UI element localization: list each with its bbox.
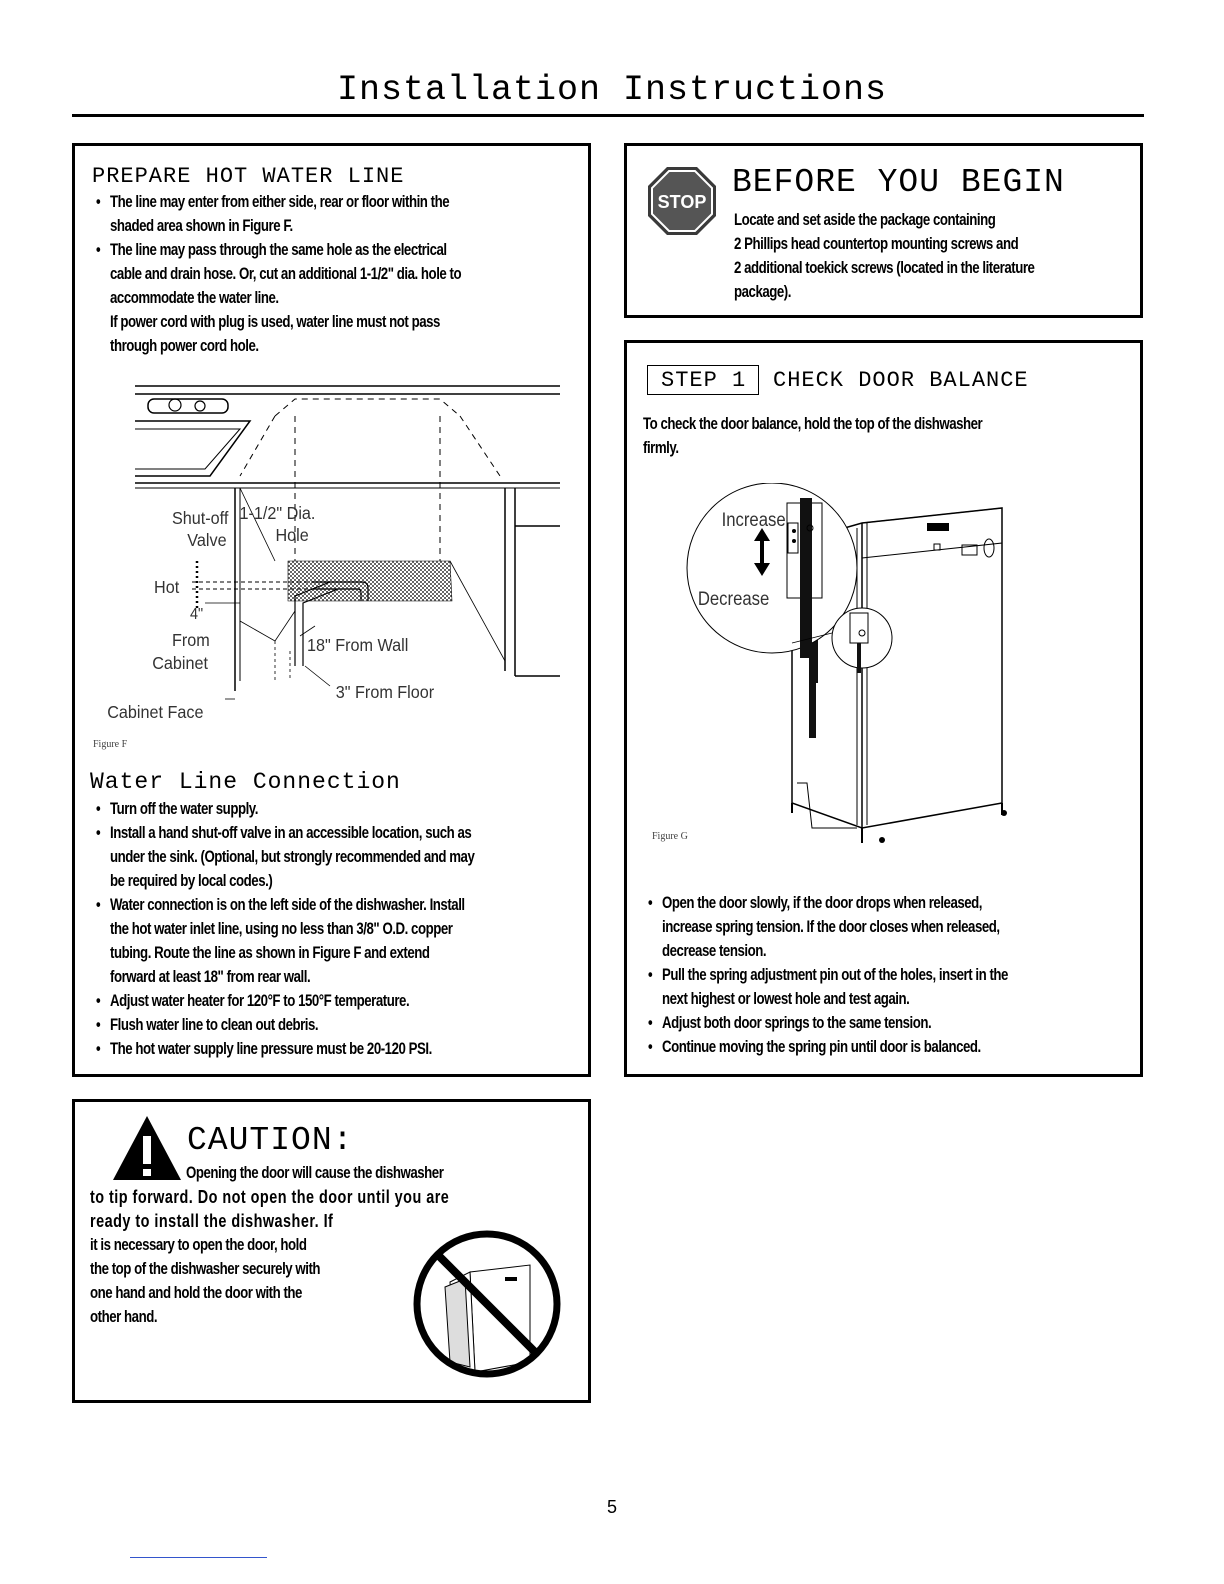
label-18-wall: 18" From Wall — [307, 635, 409, 656]
label-3-floor: 3" From Floor — [335, 682, 435, 703]
hw-bullet-2-line-5: through power cord hole. — [110, 336, 259, 355]
label-dia-1: 1-1/2" Dia. — [239, 503, 316, 524]
wl-bullet-3-line-4: forward at least 18" from rear wall. — [110, 967, 311, 986]
wl-bullet-2-line-1: • Install a hand shut-off valve in an accessible location, such as — [95, 823, 472, 842]
label-dia-2: Hole — [275, 525, 309, 546]
wl-bullet-2-line-2: under the sink. (Optional, but strongly recommended and may — [110, 847, 475, 866]
label-from-2: Cabinet — [152, 653, 209, 674]
footer-link-line — [130, 1557, 267, 1558]
figure-g-diagram — [682, 483, 1042, 858]
caution-line-1: Opening the door will cause the dishwasher — [186, 1163, 444, 1182]
hot-water-panel — [72, 143, 591, 1077]
before-line-4: package). — [734, 282, 791, 301]
caution-line-5: the top of the dishwasher securely with — [90, 1259, 321, 1278]
before-line-3: 2 additional toekick screws (located in the literature — [734, 258, 1035, 277]
before-line-2: 2 Phillips head countertop mounting screws and — [734, 234, 1019, 253]
figure-f-caption: Figure F — [93, 739, 128, 750]
wl-bullet-4: • Adjust water heater for 120°F to 150°F temperature. — [95, 991, 410, 1010]
before-you-begin-panel — [624, 143, 1143, 318]
caution-line-6: one hand and hold the door with the — [90, 1283, 302, 1302]
hw-bullet-2-line-3: accommodate the water line. — [110, 288, 279, 307]
wl-bullet-6: • The hot water supply line pressure must be 20-120 PSI. — [95, 1039, 432, 1058]
s1-bullet-2-line-2: next highest or lowest hole and test again. — [662, 989, 910, 1008]
wl-bullet-5: • Flush water line to clean out debris. — [95, 1015, 319, 1034]
label-cabinet-face: Cabinet Face — [107, 702, 204, 721]
step1-intro-line-2: firmly. — [643, 438, 679, 457]
step-label: STEP 1 — [661, 368, 747, 393]
label-increase: Increase — [721, 509, 786, 531]
step1-intro-line-1: To check the door balance, hold the top of the dishwasher — [643, 414, 983, 433]
label-hot: Hot — [154, 577, 180, 598]
page-title: Installation Instructions — [336, 70, 888, 110]
hw-bullet-1-line-1: • The line may enter from either side, rear or floor within the — [95, 192, 450, 211]
hw-bullet-2-line-2: cable and drain hose. Or, cut an additional 1-1/2" dia. hole to — [110, 264, 462, 283]
s1-bullet-4: • Continue moving the spring pin until door is balanced. — [647, 1037, 981, 1056]
label-from-1: From — [172, 630, 210, 651]
label-decrease: Decrease — [697, 588, 770, 610]
hw-bullet-2-line-4: If power cord with plug is used, water line must not pass — [110, 312, 440, 331]
wl-bullet-2-line-3: be required by local codes.) — [110, 871, 273, 890]
s1-bullet-3: • Adjust both door springs to the same tension. — [647, 1013, 932, 1032]
wl-bullet-3-line-1: • Water connection is on the left side of the dishwasher. Install — [95, 895, 465, 914]
caution-heading: CAUTION: — [187, 1122, 354, 1159]
caution-line-7: other hand. — [90, 1307, 158, 1326]
s1-bullet-1-line-2: increase spring tension. If the door closes when released, — [662, 917, 1000, 936]
caution-line-3: ready to install the dishwasher. If — [90, 1210, 334, 1231]
step-heading: CHECK DOOR BALANCE — [773, 368, 1029, 393]
caution-line-4: it is necessary to open the door, hold — [90, 1235, 307, 1254]
figure-f-diagram — [100, 381, 570, 721]
warning-triangle-icon — [111, 1114, 183, 1182]
wl-bullet-3-line-2: the hot water inlet line, using no less than 3/8" O.D. copper — [110, 919, 453, 938]
label-shutoff-1: Shut-off — [172, 508, 229, 529]
s1-bullet-1-line-1: • Open the door slowly, if the door drops when released, — [647, 893, 983, 912]
stop-sign-label: STOP — [657, 192, 707, 212]
before-line-1: Locate and set aside the package containing — [734, 210, 996, 229]
step1-panel — [624, 340, 1143, 1077]
water-line-heading: Water Line Connection — [90, 769, 401, 795]
label-shutoff-2: Valve — [187, 530, 227, 551]
s1-bullet-2-line-1: • Pull the spring adjustment pin out of the holes, insert in the — [647, 965, 1008, 984]
before-heading: BEFORE YOU BEGIN — [732, 164, 1065, 201]
hot-water-heading: PREPARE HOT WATER LINE — [92, 164, 405, 189]
stop-sign-icon — [647, 166, 717, 236]
wl-bullet-3-line-3: tubing. Route the line as shown in Figure F and extend — [110, 943, 430, 962]
s1-bullet-1-line-3: decrease tension. — [662, 941, 767, 960]
caution-panel — [72, 1099, 591, 1403]
hw-bullet-1-line-2: shaded area shown in Figure F. — [110, 216, 293, 235]
caution-line-2: to tip forward. Do not open the door until you are — [90, 1186, 450, 1207]
figure-g-caption: Figure G — [652, 831, 688, 842]
no-open-door-icon — [410, 1227, 565, 1382]
page-number: 5 — [606, 1497, 617, 1517]
title-rule — [72, 114, 1144, 117]
hw-bullet-2-line-1: • The line may pass through the same hole as the electrical — [95, 240, 447, 259]
label-4in: 4" — [190, 605, 204, 624]
wl-bullet-1: • Turn off the water supply. — [95, 799, 258, 818]
